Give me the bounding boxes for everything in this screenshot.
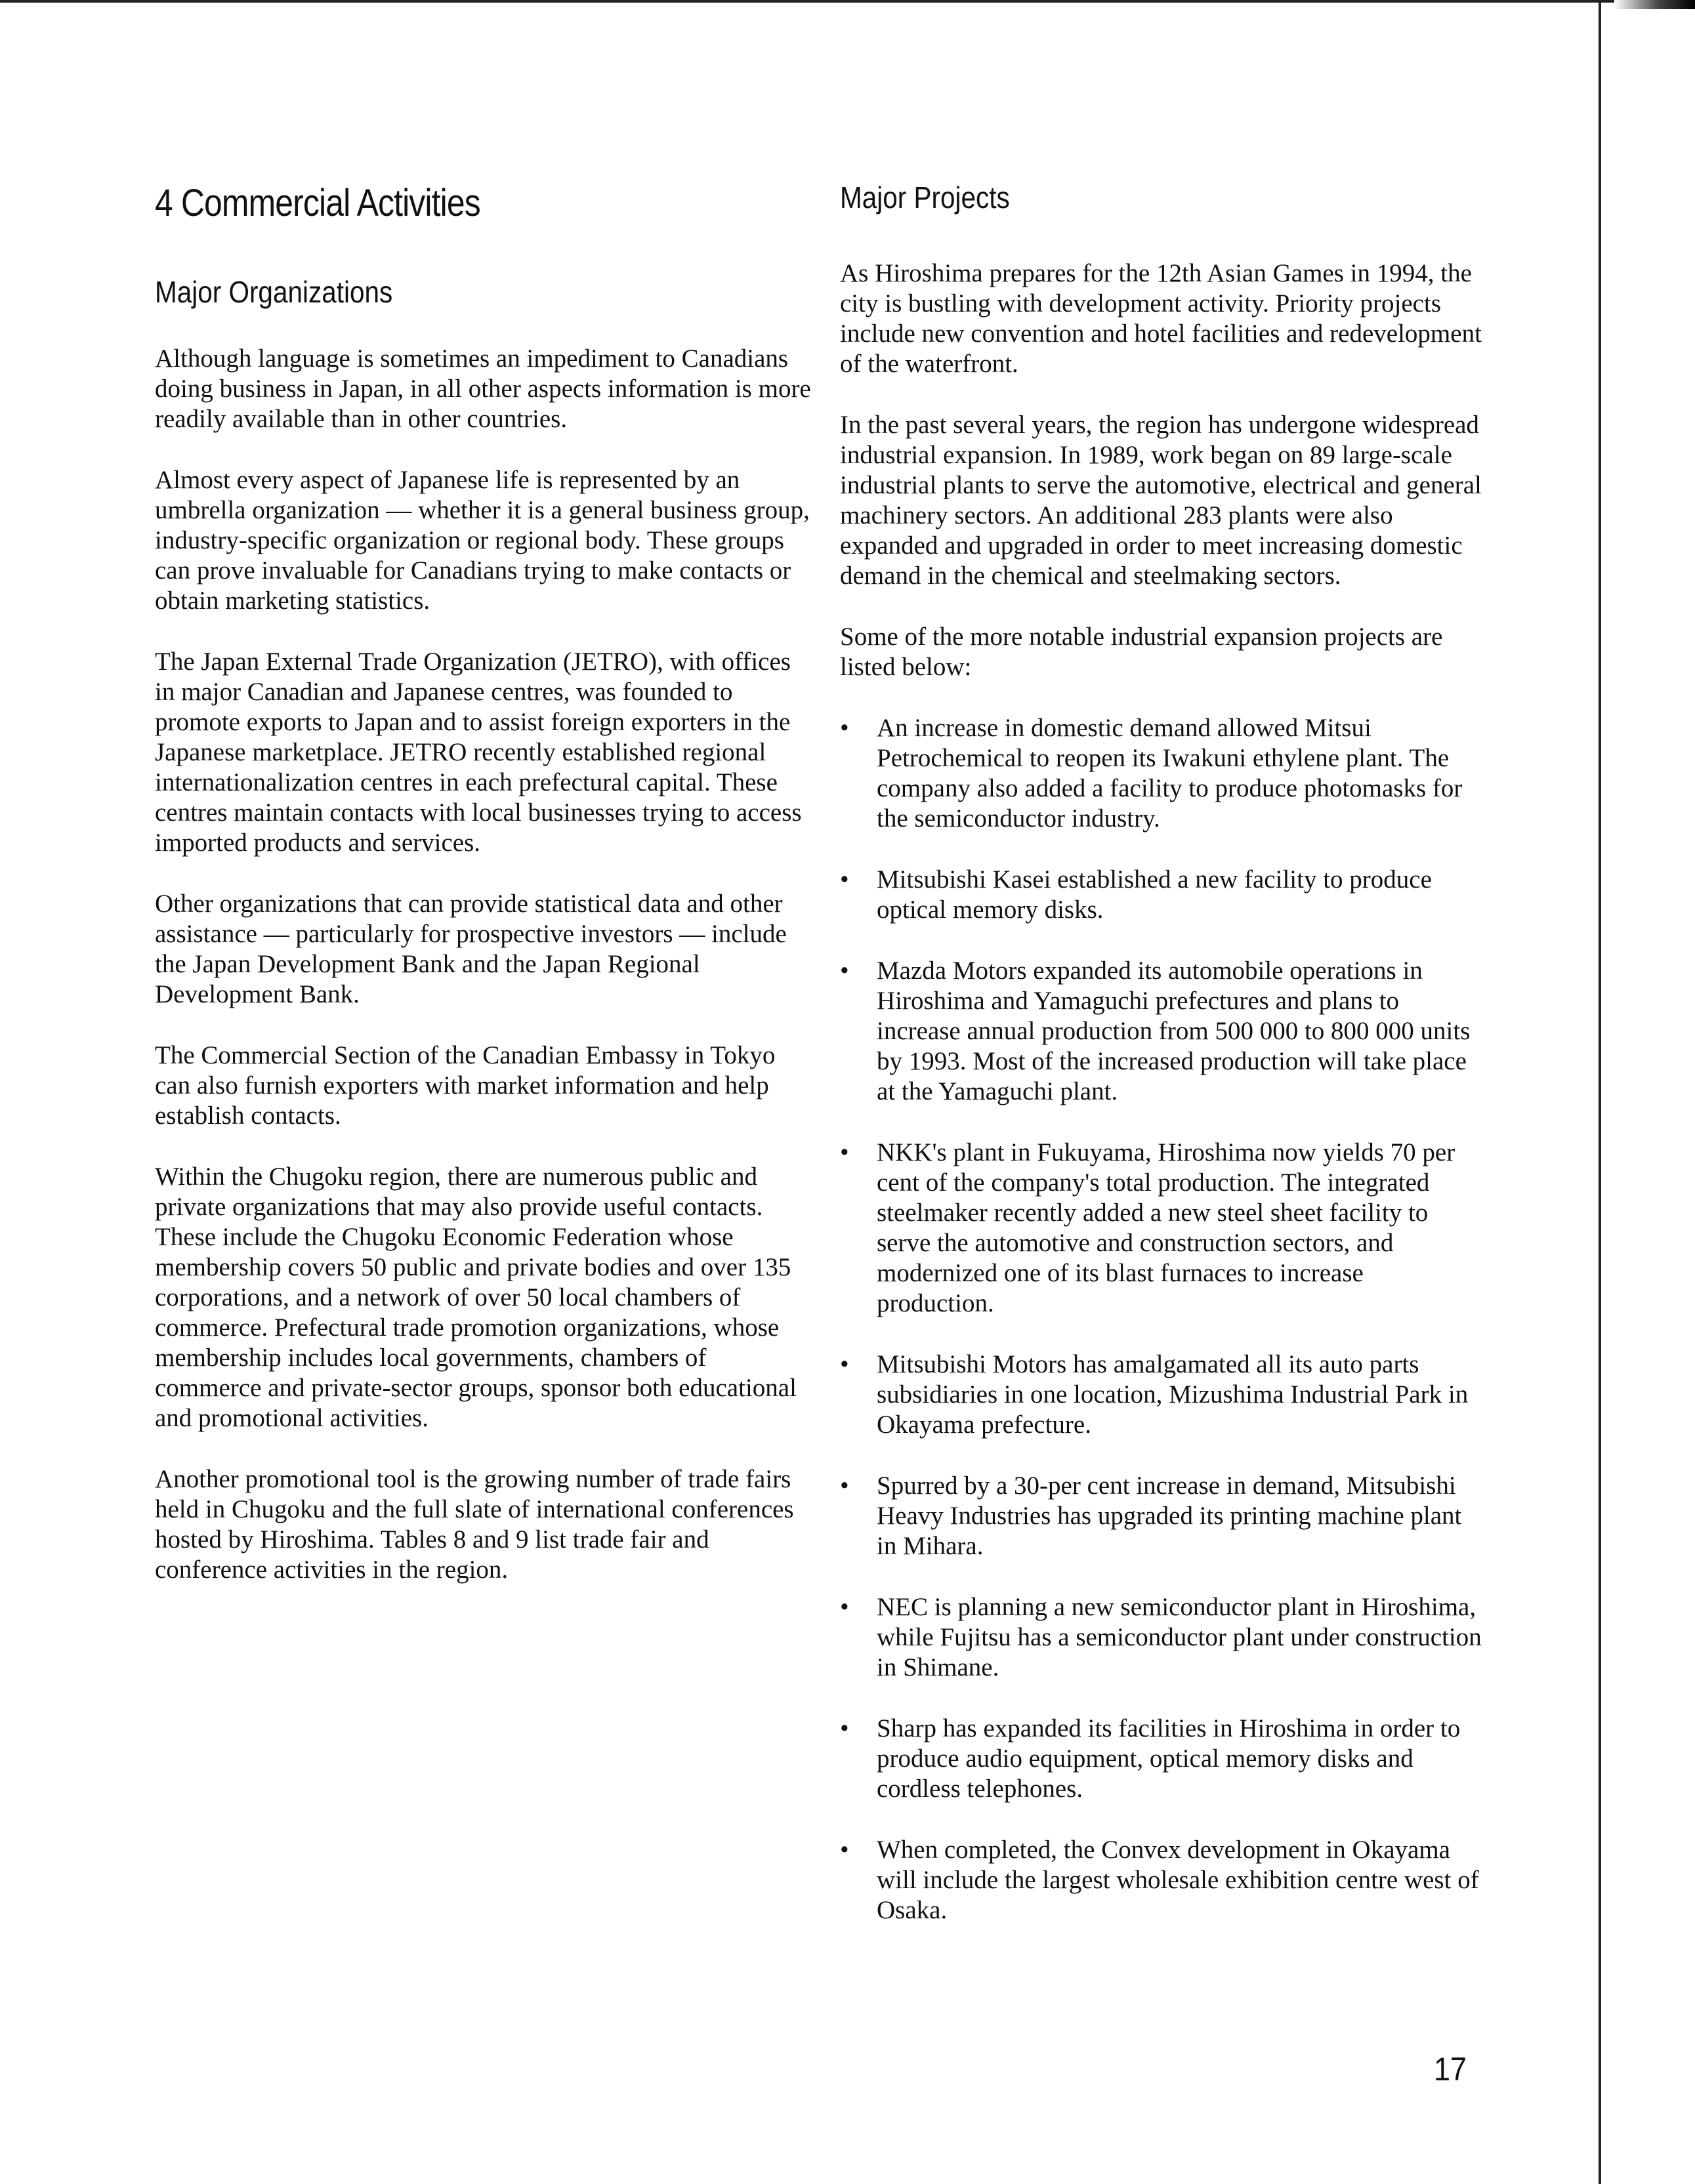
page-number: 17: [1434, 2051, 1467, 2088]
list-item: • Sharp has expanded its facilities in Hiroshima in order to produce audio equipment, optical memory disks and cordless telephones.: [840, 1714, 1483, 1804]
paragraph: Another promotional tool is the growing number of trade fairs held in Chugoku and the full slate of international conferences hosted by Hiroshima. Tables 8 and 9 list trade fair and conference activities in the region.: [155, 1465, 794, 1584]
paragraph: As Hiroshima prepares for the 12th Asian Games in 1994, the city is bustling with development activity. Priority projects include new convention and hotel facilities and redevelopment of the waterfront.: [840, 259, 1482, 378]
heading-major-organizations: Major Organizations: [155, 275, 393, 309]
left-column: [155, 177, 811, 1616]
paragraph: The Japan External Trade Organization (JETRO), with offices in major Canadian and Japanese centres, was founded to promote exports to Japan and to assist foreign exporters in the Japanese marketplace. JETRO recently established regional internationalization centres in each prefectural capital. These centres maintain contacts with local businesses trying to access imported products and services.: [155, 648, 802, 857]
paragraph: Almost every aspect of Japanese life is represented by an umbrella organization — whether it is a general business group, industry-specific organization or regional body. These groups can prove invaluable for Canadians trying to make contacts or obtain marketing statistics.: [155, 466, 810, 615]
list-item: • NKK's plant in Fukuyama, Hiroshima now yields 70 per cent of the company's total production. The integrated steelmaker recently added a new steel sheet facility to serve the automotive and construction sectors, and modernized one of its blast furnaces to increase production.: [840, 1138, 1483, 1319]
list-item: • Mitsubishi Kasei established a new facility to produce optical memory disks.: [840, 865, 1483, 925]
section-title: 4 Commercial Activities: [155, 182, 480, 224]
paragraph: Other organizations that can provide statistical data and other assistance — particularly for prospective investors — include the Japan Development Bank and the Japan Regional Development Bank.: [155, 890, 787, 1008]
list-item: • Mitsubishi Motors has amalgamated all its auto parts subsidiaries in one location, Mizushima Industrial Park in Okayama prefecture.: [840, 1350, 1483, 1440]
scan-corner-mark: [1614, 0, 1695, 9]
paragraph: In the past several years, the region has undergone widespread industrial expansion. In 1989, work began on 89 large-scale industrial plants to serve the automotive, electrical and general machinery sectors. An additional 283 plants were also expanded and upgraded in order to meet increasing domestic demand in the chemical and steelmaking sectors.: [840, 411, 1482, 590]
list-item: • When completed, the Convex development in Okayama will include the largest wholesale exhibition centre west of Osaka.: [840, 1835, 1483, 1926]
heading-major-projects: Major Projects: [840, 180, 1010, 215]
paragraph: Although language is sometimes an impediment to Canadians doing business in Japan, in all other aspects information is more readily available than in other countries.: [155, 344, 811, 433]
list-item: • Spurred by a 30-per cent increase in demand, Mitsubishi Heavy Industries has upgraded its printing machine plant in Mihara.: [840, 1471, 1483, 1561]
list-item: • NEC is planning a new semiconductor plant in Hiroshima, while Fujitsu has a semiconductor plant under construction in Shimane.: [840, 1592, 1483, 1683]
paragraph: The Commercial Section of the Canadian Embassy in Tokyo can also furnish exporters with market information and help establish contacts.: [155, 1041, 776, 1130]
paragraph: Within the Chugoku region, there are numerous public and private organizations that may also provide useful contacts. These include the Chugoku Economic Federation whose membership covers 50 public and private bodies and over 135 corporations, and a network of over 50 local chambers of commerce. Prefectural trade promotion organizations, whose membership includes local governments, chambers of commerce and private-sector groups, sponsor both educational and promotional activities.: [155, 1163, 797, 1432]
list-item: • Mazda Motors expanded its automobile operations in Hiroshima and Yamaguchi prefectures and plans to increase annual production from 500 000 to 800 000 units by 1993. Most of the increased production will take place at the Yamaguchi plant.: [840, 956, 1483, 1107]
paragraph: Some of the more notable industrial expansion projects are listed below:: [840, 623, 1443, 681]
right-column: [840, 177, 1483, 1956]
projects-list: [840, 713, 1483, 1926]
list-item: • An increase in domestic demand allowed Mitsui Petrochemical to reopen its Iwakuni ethylene plant. The company also added a facility to produce photomasks for the semiconductor industry.: [840, 713, 1483, 834]
scan-border-top: [0, 0, 1695, 3]
scan-border-right: [1599, 0, 1601, 2184]
